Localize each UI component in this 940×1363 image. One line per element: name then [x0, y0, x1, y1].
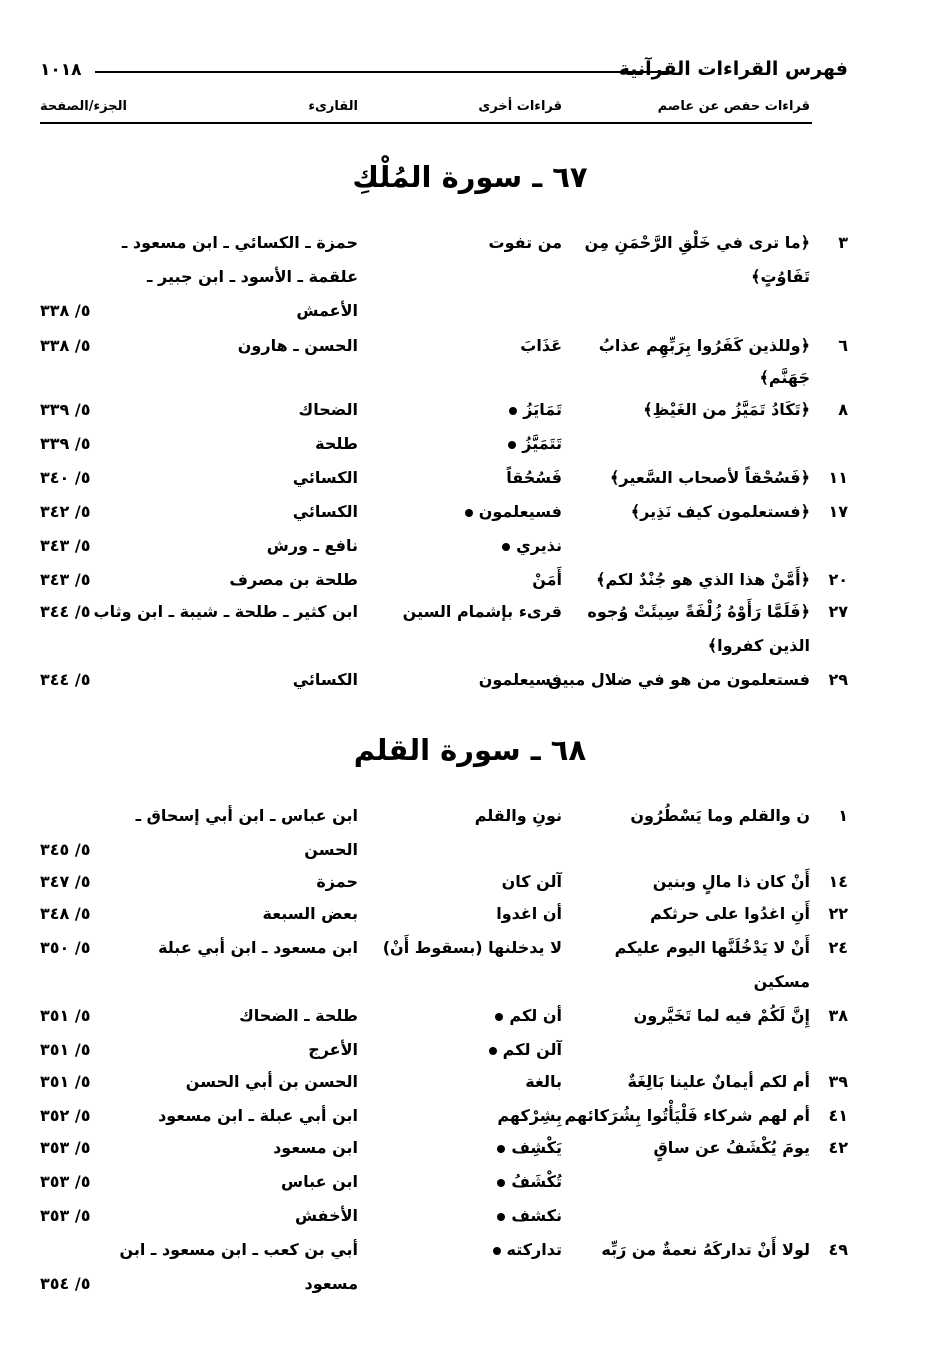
verse-number: ٣	[838, 233, 848, 252]
index-row	[0, 972, 940, 1006]
running-title: فهرس القراءات القرآنية	[618, 58, 848, 80]
part-page-ref: ٥/ ٣٥٠	[40, 938, 91, 957]
hafs-reading: جَهَنَّم﴾	[759, 368, 810, 387]
other-reading: آلن لكم	[489, 1040, 562, 1059]
hafs-reading: ﴿فَسُحْقاً لأصحاب السَّعير﴾	[610, 468, 810, 487]
bullet-icon	[502, 543, 510, 551]
reader-name: ابن كثير ـ طلحة ـ شيبة ـ ابن وثاب	[93, 602, 358, 621]
other-reading: تُكْشَفُ	[497, 1172, 562, 1191]
hafs-reading: لولا أَنْ تداركَهُ نعمةٌ من رَبِّه	[601, 1240, 810, 1259]
index-row	[0, 1106, 940, 1140]
part-page-ref: ٥/ ٣٥١	[40, 1006, 91, 1025]
other-reading: عَذَابَ	[520, 336, 562, 355]
other-reading: نونِ والقلم	[474, 806, 562, 825]
verse-number: ١٧	[828, 502, 848, 521]
part-page-ref: ٥/ ٣٥١	[40, 1040, 91, 1059]
reader-name: ابن مسعود ـ ابن أبي عبلة	[158, 938, 358, 957]
reader-name: الأعرج	[308, 1040, 358, 1059]
reader-name: طلحة ـ الضحاك	[239, 1006, 358, 1025]
column-header-hafs: قراءات حفص عن عاصم	[657, 99, 810, 114]
hafs-reading: ﴿أَمَّنْ هذا الذي هو جُنْدٌ لكم﴾	[596, 570, 810, 589]
reader-name: الحسن ـ هارون	[237, 336, 358, 355]
reader-name: بعض السبعة	[262, 904, 358, 923]
index-row	[0, 1006, 940, 1040]
bullet-icon	[497, 1179, 505, 1187]
verse-number: ٤١	[828, 1106, 848, 1125]
hafs-reading: تَفَاوُتٍ﴾	[751, 267, 810, 286]
part-page-ref: ٥/ ٣٤٤	[40, 602, 91, 621]
part-page-ref: ٥/ ٣٤٣	[40, 570, 91, 589]
verse-number: ٤٩	[828, 1240, 848, 1259]
other-reading: نكشف	[497, 1206, 562, 1225]
reader-name: الأخفش	[294, 1206, 358, 1225]
other-reading: فسيعلمون	[478, 670, 562, 689]
reader-name: الأعمش	[296, 301, 358, 320]
index-row	[0, 536, 940, 570]
hafs-reading: إِنَّ لَكُمْ فيه لما تَخَيَّرون	[633, 1006, 810, 1025]
verse-number: ٢٤	[828, 938, 848, 957]
index-row	[0, 806, 940, 840]
hafs-reading: ﴿ما ترى في خَلْقِ الرَّحْمَنِ مِن	[584, 233, 810, 252]
verse-number: ٢٧	[828, 602, 848, 621]
reader-name: ابن عباس	[280, 1172, 358, 1191]
verse-number: ٢٠	[828, 570, 848, 589]
index-row	[0, 670, 940, 704]
reader-name: طلحة	[315, 434, 358, 453]
other-reading: بِشِرْكهم	[497, 1106, 562, 1125]
other-reading: آلن كان	[501, 872, 562, 891]
index-row	[0, 468, 940, 502]
hafs-reading: ن والقلم وما يَسْطُرُون	[630, 806, 810, 825]
verse-number: ٦	[838, 336, 848, 355]
hafs-reading: ﴿فستعلمون كيف نَذِير﴾	[630, 502, 810, 521]
other-reading: قرىء بإشمام السين	[402, 602, 562, 621]
part-page-ref: ٥/ ٣٤٢	[40, 502, 91, 521]
hafs-reading: أم لكم أيمانٌ علينا بَالِغَةٌ	[627, 1072, 810, 1091]
verse-number: ١١	[828, 468, 848, 487]
hafs-reading: يومَ يُكْشَفُ عن ساقٍ	[653, 1138, 810, 1157]
bullet-icon	[509, 407, 517, 415]
bullet-icon	[489, 1047, 497, 1055]
part-page-ref: ٥/ ٣٥٣	[40, 1138, 91, 1157]
index-row	[0, 301, 940, 335]
index-row	[0, 233, 940, 267]
hafs-reading: ﴿فَلَمَّا رَأَوْهُ زُلْفَةً سِيئَتْ وُجوه	[587, 602, 810, 621]
other-reading: تَمَايَزُ	[509, 400, 562, 419]
reader-name: حمزة ـ الكسائي ـ ابن مسعود ـ	[121, 233, 358, 252]
hafs-reading: مسكين	[753, 972, 810, 991]
column-header-other: قراءات أخرى	[478, 99, 562, 114]
reader-name: علقمة ـ الأسود ـ ابن جبير ـ	[146, 267, 358, 286]
part-page-ref: ٥/ ٣٣٩	[40, 434, 91, 453]
part-page-ref: ٥/ ٣٥٣	[40, 1206, 91, 1225]
reader-name: أبي بن كعب ـ ابن مسعود ـ ابن	[119, 1240, 358, 1259]
part-page-ref: ٥/ ٣٥٤	[40, 1274, 91, 1293]
other-reading: لا يدخلنها (بسقوط أَنْ)	[382, 938, 562, 957]
other-reading: بالغة	[525, 1072, 562, 1091]
verse-number: ٤٢	[828, 1138, 848, 1157]
index-row	[0, 1172, 940, 1206]
sura-title: ٦٧ ـ سورة المُلْكِ	[352, 160, 588, 194]
part-page-ref: ٥/ ٣٥٣	[40, 1172, 91, 1191]
index-row	[0, 602, 940, 636]
bullet-icon	[465, 509, 473, 517]
other-reading: تَتَمَيَّزُ	[508, 434, 562, 453]
part-page-ref: ٥/ ٣٤٧	[40, 872, 91, 891]
bullet-icon	[495, 1013, 503, 1021]
index-row	[0, 1138, 940, 1172]
index-row	[0, 336, 940, 370]
hafs-reading: أَنِ اغدُوا على حرثكم	[650, 904, 810, 923]
index-row	[0, 840, 940, 874]
part-page-ref: ٥/ ٣٣٨	[40, 336, 91, 355]
other-reading: فسيعلمون	[465, 502, 562, 521]
verse-number: ٢٢	[828, 904, 848, 923]
other-reading: يَكْشِف	[497, 1138, 562, 1157]
bullet-icon	[508, 441, 516, 449]
column-header-rule	[40, 122, 812, 124]
page-number: ١٠١٨	[40, 60, 82, 80]
column-header-reader: القارىء	[308, 99, 358, 114]
index-row	[0, 636, 940, 670]
other-reading: فَسُحُقاً	[506, 468, 562, 487]
part-page-ref: ٥/ ٣٣٩	[40, 400, 91, 419]
verse-number: ٣٨	[828, 1006, 848, 1025]
index-row	[0, 434, 940, 468]
sura-title: ٦٨ ـ سورة القلم	[353, 733, 587, 767]
hafs-reading: فستعلمون من هو في ضلال مبين	[547, 670, 810, 689]
index-row	[0, 1040, 940, 1074]
hafs-reading: أَنْ لا يَدْخُلَنَّها اليوم عليكم	[614, 938, 810, 957]
index-row	[0, 1240, 940, 1274]
reader-name: الحسن	[304, 840, 358, 859]
part-page-ref: ٥/ ٣٤٥	[40, 840, 91, 859]
part-page-ref: ٥/ ٣٥٢	[40, 1106, 91, 1125]
index-row	[0, 1206, 940, 1240]
reader-name: ابن مسعود	[273, 1138, 358, 1157]
part-page-ref: ٥/ ٣٤٤	[40, 670, 91, 689]
reader-name: الكسائي	[292, 502, 358, 521]
bullet-icon	[497, 1213, 505, 1221]
other-reading: من تفوت	[488, 233, 562, 252]
verse-number: ٨	[838, 400, 848, 419]
hafs-reading: أم لهم شركاء فَلْيَأْتُوا بِشُرَكائهم	[564, 1106, 810, 1125]
hafs-reading: ﴿وللذين كَفَرُوا بِرَبِّهِم عذابُ	[598, 336, 810, 355]
index-row	[0, 400, 940, 434]
index-row	[0, 1072, 940, 1106]
verse-number: ١	[838, 806, 848, 825]
reader-name: الكسائي	[292, 670, 358, 689]
verse-number: ١٤	[828, 872, 848, 891]
column-header-part-page: الجزء/الصفحة	[40, 99, 127, 114]
other-reading: نذيري	[502, 536, 562, 555]
index-row	[0, 502, 940, 536]
index-row	[0, 1274, 940, 1308]
index-row	[0, 368, 940, 402]
index-row	[0, 872, 940, 906]
other-reading: أن اغدوا	[496, 904, 562, 923]
bullet-icon	[493, 1247, 501, 1255]
part-page-ref: ٥/ ٣٥١	[40, 1072, 91, 1091]
part-page-ref: ٥/ ٣٣٨	[40, 301, 91, 320]
index-row	[0, 267, 940, 301]
other-reading: أن لكم	[495, 1006, 562, 1025]
verse-number: ٣٩	[828, 1072, 848, 1091]
reader-name: طلحة بن مصرف	[229, 570, 358, 589]
bullet-icon	[497, 1145, 505, 1153]
index-row	[0, 570, 940, 604]
reader-name: الضحاك	[298, 400, 358, 419]
part-page-ref: ٥/ ٣٤٠	[40, 468, 91, 487]
reader-name: الكسائي	[292, 468, 358, 487]
reader-name: مسعود	[304, 1274, 358, 1293]
hafs-reading: ﴿تَكَادُ تَمَيَّزُ من الغَيْظِ﴾	[643, 400, 810, 419]
index-row	[0, 904, 940, 938]
other-reading: أَمَنْ	[532, 570, 562, 589]
verse-number: ٢٩	[828, 670, 848, 689]
reader-name: نافع ـ ورش	[266, 536, 358, 555]
part-page-ref: ٥/ ٣٤٣	[40, 536, 91, 555]
other-reading: تداركته	[493, 1240, 562, 1259]
header-rule	[95, 71, 672, 73]
reader-name: حمزة	[316, 872, 358, 891]
reader-name: ابن أبي عبلة ـ ابن مسعود	[158, 1106, 358, 1125]
reader-name: ابن عباس ـ ابن أبي إسحاق ـ	[135, 806, 358, 825]
index-row	[0, 938, 940, 972]
hafs-reading: أَنْ كان ذا مالٍ وبنين	[652, 872, 810, 891]
reader-name: الحسن بن أبي الحسن	[185, 1072, 358, 1091]
hafs-reading: الذين كفروا﴾	[707, 636, 810, 655]
part-page-ref: ٥/ ٣٤٨	[40, 904, 91, 923]
